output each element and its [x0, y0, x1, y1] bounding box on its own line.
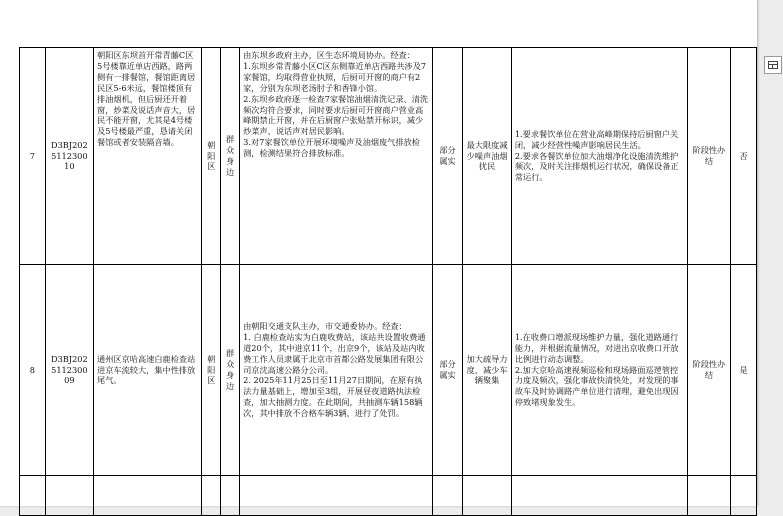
- measures: [511, 265, 687, 476]
- measure-item: 2.加大京哈高速视频巡检和现场路面巡逻管控力度及频次，强化事故快清快处，对发现的事故车及时协调路产单位进行清理，避免出现因停致堵现象发生。: [514, 364, 679, 408]
- stage: 阶段性办结: [687, 265, 730, 476]
- row-index: 7: [20, 48, 46, 265]
- district: 朝阳区: [202, 48, 221, 265]
- sidebar-toggle-button[interactable]: [764, 56, 782, 74]
- stage: 阶段性办结: [687, 48, 730, 265]
- district: 朝阳区: [202, 265, 221, 476]
- measure-item: 1.要求餐饮单位在营业高峰期保持后厨窗户关闭，减少经营性噪声影响居民生活。: [514, 128, 679, 150]
- category: 群众身边: [221, 48, 240, 265]
- handling-point: 1. 白鹿检查站实为白鹿收费站，该站共设置收费通道20个，其中进京11个，出京9个，该站及站内收费工作人员隶属于北京市首都公路发展集团有限公司京沈高速公路分公司。: [243, 331, 426, 375]
- complaint-description: 通州区京哈高速白鹿检查站进京车流较大，集中性排放尾气。: [94, 265, 202, 476]
- table-row: [20, 265, 757, 476]
- complaint-table: [19, 47, 757, 516]
- case-id: D3BJ202511230010: [45, 48, 93, 265]
- case-id: D3BJ202511230009: [45, 265, 93, 476]
- table-row: [20, 48, 757, 265]
- measure-summary: 加大疏导力度，减少车辆聚集: [463, 265, 511, 476]
- table-row: [20, 476, 757, 516]
- category: 群众身边: [221, 265, 240, 476]
- handling-point: 2.东坝乡政府逐一检查7家餐馆油烟清洗记录、清洗频次均符合要求，同时要求后厨可开窗商户营业高峰期禁止开窗，并在后厨窗户张贴禁开标识，减少炒菜声、说话声对居民影响。: [243, 93, 429, 137]
- measure-summary: 最大限度减少噪声油烟扰民: [463, 48, 511, 265]
- verdict: 部分属实: [432, 48, 463, 265]
- measure-item: 1.在收费口增派现场维护力量，强化道路通行能力，并根据流量情况，对进出京收费口开放比例进行动态调整。: [514, 331, 679, 364]
- complaint-description: 朝阳区东坝首开常青藤C区5号楼靠近单店西路，路两侧有一排餐馆，餐馆距离居民区5-6米远，餐馆楼顶有排油烟机，但后厨还开着窗，炒菜及说话声音大，居民不能开窗，尤其是4号楼及5号楼最严重，恳请关闭餐馆或者安装隔音墙。: [94, 48, 202, 265]
- handling-point: 2. 2025年11月25日至11月27日期间，在原有执法力量基础上，增加至3组，开展昼夜道路执法检查，加大抽测力度。在此期间，共抽测车辆158辆次，其中排放不合格车辆3辆，进行了处罚。: [243, 375, 423, 419]
- row-index: 8: [20, 265, 46, 476]
- handling-point: 1.东坝乡常青藤小区C区东侧靠近单店西路共涉及7家餐馆，均取得营业执照，后厨可开窗的商户有2家，分别为东坝老汤肘子和香锋小馆。: [243, 60, 427, 93]
- measures: [511, 48, 687, 265]
- accountability: 否: [731, 48, 757, 265]
- measure-item: 2.要求各餐饮单位加大油烟净化设施清洗维护频次，及时关注排烟机运行状况，确保设备正常运行。: [514, 150, 679, 183]
- table-icon: [768, 61, 778, 69]
- verdict: 部分属实: [432, 265, 463, 476]
- handling-point: 3.对7家餐饮单位开展环境噪声及油烟废气排放检测，检测结果符合排放标准。: [243, 137, 420, 159]
- handling-intro: 由朝阳交通支队主办，市交通委协办。经查：: [243, 320, 407, 331]
- handling-result: [240, 48, 433, 265]
- accountability: 是: [731, 265, 757, 476]
- handling-result: [240, 265, 433, 476]
- handling-intro: 由东坝乡政府主办，区生态环境局协办。经查：: [243, 50, 416, 60]
